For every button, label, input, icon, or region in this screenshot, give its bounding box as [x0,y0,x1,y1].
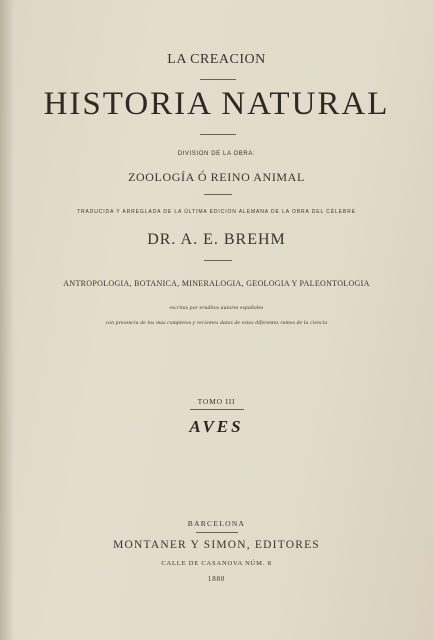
rule-under-series [200,79,236,80]
rule-under-main-title [200,134,236,135]
division-name: ZOOLOGÍA Ó REINO ANIMAL [128,170,305,184]
translation-note: TRADUCIDA Y ARREGLADA DE LA ÚLTIMA EDICION ALEMANA DE LA OBRA DEL CÉLEBRE [77,209,356,215]
series-title: LA CREACION [167,52,266,67]
rule-under-city [196,532,238,533]
volume-title: AVES [189,417,244,436]
rule-under-volume [190,409,244,410]
division-label: DIVISION DE LA OBRA: [177,151,256,157]
publisher-address: CALLE DE CASANOVA NÚM. 8 [161,560,272,567]
rule-under-author [204,260,232,261]
volume-number: TOMO III [197,397,236,406]
main-title: HISTORIA NATURAL [43,86,390,122]
author-name: DR. A. E. BREHM [147,231,286,248]
publication-city: BARCELONA [187,519,246,528]
written-by-note: escritas por eruditos autores españoles [169,305,264,311]
sources-note: con presencia de los mas completos y recientes datos de estos diferentes ramos de la ciencia [105,320,328,326]
rule-under-division [204,194,232,195]
publication-year: 1880 [207,575,226,583]
publisher-name: MONTANER Y SIMON, EDITORES [113,539,320,551]
other-sciences: ANTROPOLOGIA, BOTANICA, MINERALOGIA, GEOLOGIA Y PALEONTOLOGIA [63,279,370,288]
